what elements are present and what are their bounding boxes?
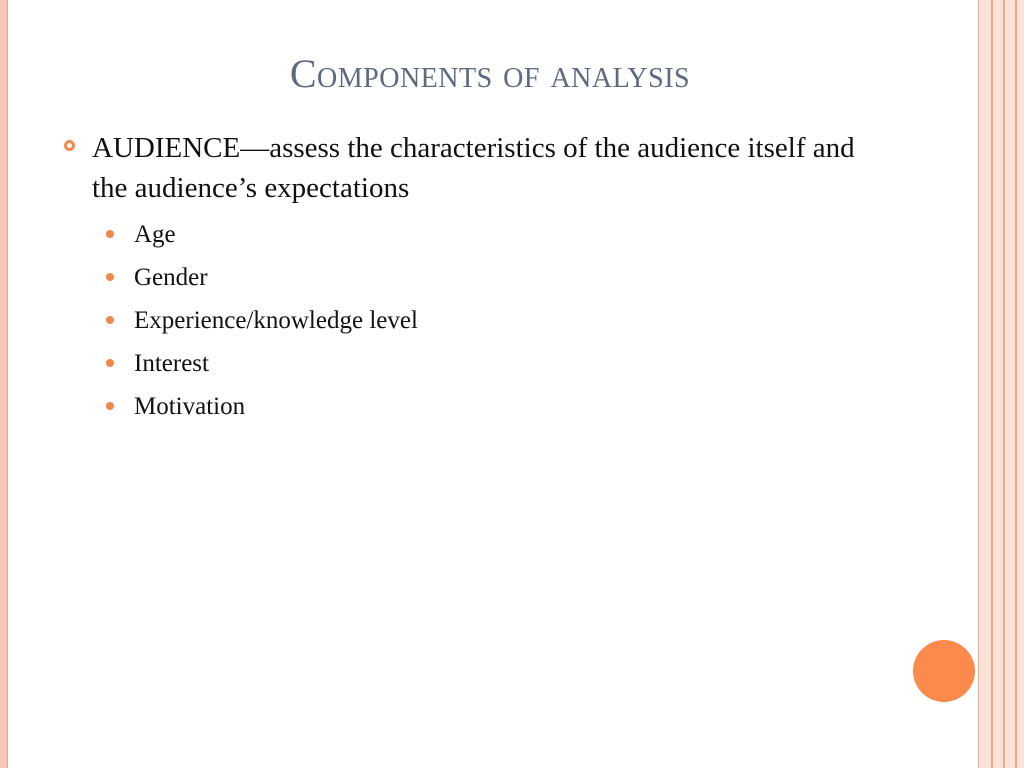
dot-bullet-icon (106, 402, 114, 410)
slide-title: Components of analysis (289, 51, 691, 96)
list-item (100, 385, 800, 428)
list-item (100, 256, 800, 299)
sub-bullet-list (100, 213, 800, 428)
main-bullet-text: AUDIENCE—assess the characteristics of the audience itself and the audience’s expectations (92, 132, 855, 204)
right-border-band (979, 0, 991, 768)
dot-bullet-icon (106, 359, 114, 367)
decorative-circle (913, 640, 975, 702)
right-border-band (1005, 0, 1015, 768)
main-bullet (60, 128, 860, 208)
list-item (100, 299, 800, 342)
main-bullet-row (60, 128, 860, 208)
right-border-frame (978, 0, 1024, 768)
right-border-band (1017, 0, 1024, 768)
list-item-label: Gender (134, 264, 208, 291)
dot-bullet-icon (106, 316, 114, 324)
list-item-label: Interest (134, 350, 209, 377)
ring-bullet-icon (64, 140, 75, 151)
list-item (100, 213, 800, 256)
left-border-line (7, 0, 8, 768)
dot-bullet-icon (106, 230, 114, 238)
list-item-label: Experience/knowledge level (134, 307, 418, 334)
left-border-strip (0, 0, 7, 768)
list-item-label: Age (134, 221, 176, 248)
list-item (100, 342, 800, 385)
right-border-band (993, 0, 1003, 768)
list-item-label: Motivation (134, 393, 246, 420)
dot-bullet-icon (106, 273, 114, 281)
